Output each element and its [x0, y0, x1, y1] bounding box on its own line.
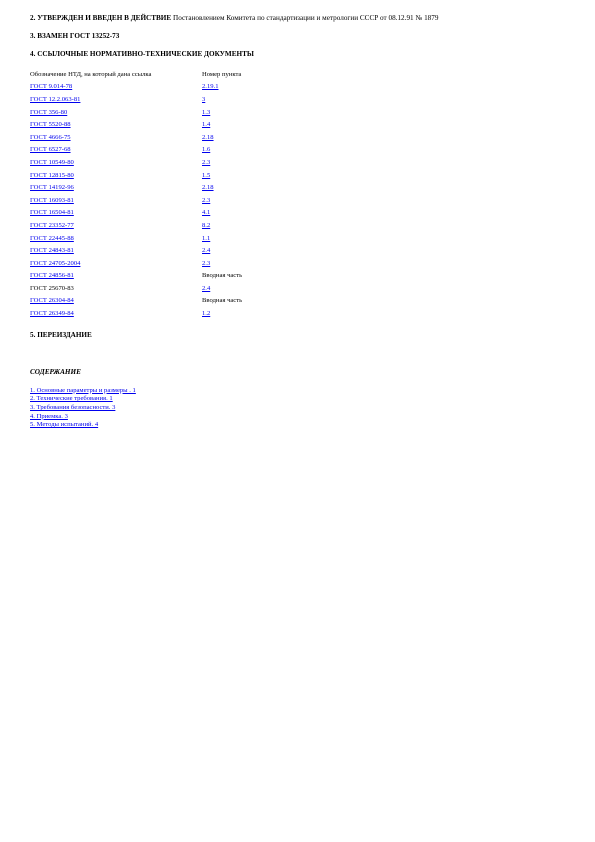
table-cell-item [202, 295, 325, 308]
section-reissue: 5. ПЕРЕИЗДАНИЕ [30, 330, 92, 339]
table-cell-doc [30, 131, 202, 144]
table-row [30, 207, 325, 220]
doc-link[interactable]: ГОСТ 6527-68 [30, 146, 71, 154]
item-link[interactable]: 2.4 [202, 284, 211, 292]
table-cell-doc [30, 194, 202, 207]
item-link[interactable]: 2.3 [202, 196, 211, 204]
table-cell-doc [30, 219, 202, 232]
table-row [30, 232, 325, 245]
table-cell-item [202, 244, 325, 257]
table-row [30, 106, 325, 119]
header-doc: Обозначение НТД, на который дана ссылка [30, 70, 152, 78]
table-cell-doc [30, 181, 202, 194]
table-cell-doc [30, 282, 202, 295]
table-row [30, 81, 325, 94]
doc-link[interactable]: ГОСТ 12815-80 [30, 171, 74, 179]
table-cell-item [202, 219, 325, 232]
table-cell-doc [30, 144, 202, 157]
table-row [30, 307, 325, 320]
table-row [30, 131, 325, 144]
item-link[interactable]: 2.19.1 [202, 83, 219, 91]
table-cell-doc [30, 118, 202, 131]
doc-link[interactable]: ГОСТ 10549-80 [30, 158, 74, 166]
table-row [30, 295, 325, 308]
section-references: 4. ССЫЛОЧНЫЕ НОРМАТИВНО-ТЕХНИЧЕСКИЕ ДОКУМЕНТЫ [30, 50, 254, 58]
toc-item [30, 413, 560, 422]
table-cell-item [202, 232, 325, 245]
doc-link[interactable]: ГОСТ 26349-84 [30, 310, 74, 318]
toc-link[interactable]: 1. Основные параметры и размеры . 1 [30, 386, 136, 394]
table-cell-item [202, 156, 325, 169]
table-cell-item [202, 118, 325, 131]
doc-link[interactable]: ГОСТ 12.2.063-81 [30, 95, 81, 103]
doc-link[interactable]: ГОСТ 22445-88 [30, 234, 74, 242]
item-link[interactable]: 4.1 [202, 209, 211, 217]
table-cell-item [202, 93, 325, 106]
table-cell-item [202, 207, 325, 220]
doc-link[interactable]: ГОСТ 24856-81 [30, 272, 74, 280]
table-cell-doc [30, 232, 202, 245]
doc-link[interactable]: ГОСТ 14192-96 [30, 184, 74, 192]
table-row [30, 282, 325, 295]
doc-text: ГОСТ 25670-83 [30, 284, 74, 292]
table-cell-doc [30, 156, 202, 169]
toc-item [30, 395, 560, 404]
table-cell-item [202, 81, 325, 94]
doc-link[interactable]: ГОСТ 5520-88 [30, 121, 71, 129]
item-link[interactable]: 3 [202, 95, 206, 103]
table-cell-item [202, 194, 325, 207]
table-cell-item [202, 282, 325, 295]
toc-item [30, 387, 560, 396]
item-link[interactable]: 1.2 [202, 310, 211, 318]
item-link[interactable]: 1.1 [202, 234, 211, 242]
toc-item [30, 404, 560, 413]
table-row [30, 194, 325, 207]
table-row [30, 169, 325, 182]
references-table-body [30, 81, 325, 320]
toc-link[interactable]: 5. Методы испытаний. 4 [30, 421, 99, 429]
item-link[interactable]: 2.4 [202, 247, 211, 255]
doc-link[interactable]: ГОСТ 24705-2004 [30, 259, 81, 267]
item-text: Вводная часть [202, 272, 243, 280]
table-header-row [30, 68, 325, 81]
doc-link[interactable]: ГОСТ 9.014-78 [30, 83, 73, 91]
table-cell-item [202, 181, 325, 194]
item-link[interactable]: 2.18 [202, 184, 214, 192]
header-item: Номер пункта [202, 70, 242, 78]
doc-link[interactable]: ГОСТ 356-80 [30, 108, 68, 116]
doc-link[interactable]: ГОСТ 16504-81 [30, 209, 74, 217]
toc-link[interactable]: 3. Требования безопасности. 3 [30, 404, 116, 412]
item-link[interactable]: 1.6 [202, 146, 211, 154]
table-cell-doc [30, 295, 202, 308]
table-cell-doc [30, 270, 202, 283]
item-link[interactable]: 2.3 [202, 158, 211, 166]
item-link[interactable]: 1.4 [202, 121, 211, 129]
table-cell-doc [30, 93, 202, 106]
toc-item [30, 421, 560, 430]
table-cell-doc [30, 307, 202, 320]
table-cell-doc [30, 207, 202, 220]
table-cell-item [202, 144, 325, 157]
table-cell-doc [30, 169, 202, 182]
item-link[interactable]: 2.18 [202, 133, 214, 141]
toc-link[interactable]: 2. Технические требования. 1 [30, 395, 113, 403]
table-row [30, 244, 325, 257]
item-link[interactable]: 2.3 [202, 259, 211, 267]
doc-link[interactable]: ГОСТ 4666-75 [30, 133, 71, 141]
table-row [30, 144, 325, 157]
table-cell-doc [30, 244, 202, 257]
table-row [30, 219, 325, 232]
references-table [30, 68, 325, 320]
table-row [30, 257, 325, 270]
doc-link[interactable]: ГОСТ 24843-81 [30, 247, 74, 255]
table-cell-item [202, 257, 325, 270]
section-approved-text: Постановлением Комитета по стандартизации и метрологии СССР от 08.12.91 № 1879 [171, 14, 439, 22]
table-row [30, 118, 325, 131]
table-cell-item [202, 131, 325, 144]
table-row [30, 93, 325, 106]
doc-link[interactable]: ГОСТ 23352-77 [30, 221, 74, 229]
table-cell-doc [30, 106, 202, 119]
table-cell-item [202, 106, 325, 119]
document-page [30, 14, 560, 430]
toc-link[interactable]: 4. Приемка. 3 [30, 412, 68, 420]
table-row [30, 156, 325, 169]
item-link[interactable]: 1.5 [202, 171, 211, 179]
table-cell-doc [30, 257, 202, 270]
toc-list [30, 387, 560, 430]
section-approved-bold: 2. УТВЕРЖДЕН И ВВЕДЕН В ДЕЙСТВИЕ [30, 14, 172, 22]
toc-title: СОДЕРЖАНИЕ [30, 367, 81, 376]
table-row [30, 181, 325, 194]
table-cell-item [202, 169, 325, 182]
table-row [30, 270, 325, 283]
table-cell-item [202, 270, 325, 283]
doc-link[interactable]: ГОСТ 16093-81 [30, 196, 74, 204]
section-approved [30, 14, 560, 23]
item-link[interactable]: 1.3 [202, 108, 211, 116]
doc-link[interactable]: ГОСТ 26304-84 [30, 297, 74, 305]
table-cell-doc [30, 81, 202, 94]
table-cell-item [202, 307, 325, 320]
item-text: Вводная часть [202, 297, 243, 305]
item-link[interactable]: 8.2 [202, 221, 211, 229]
section-replaced: 3. ВЗАМЕН ГОСТ 13252-73 [30, 32, 120, 40]
